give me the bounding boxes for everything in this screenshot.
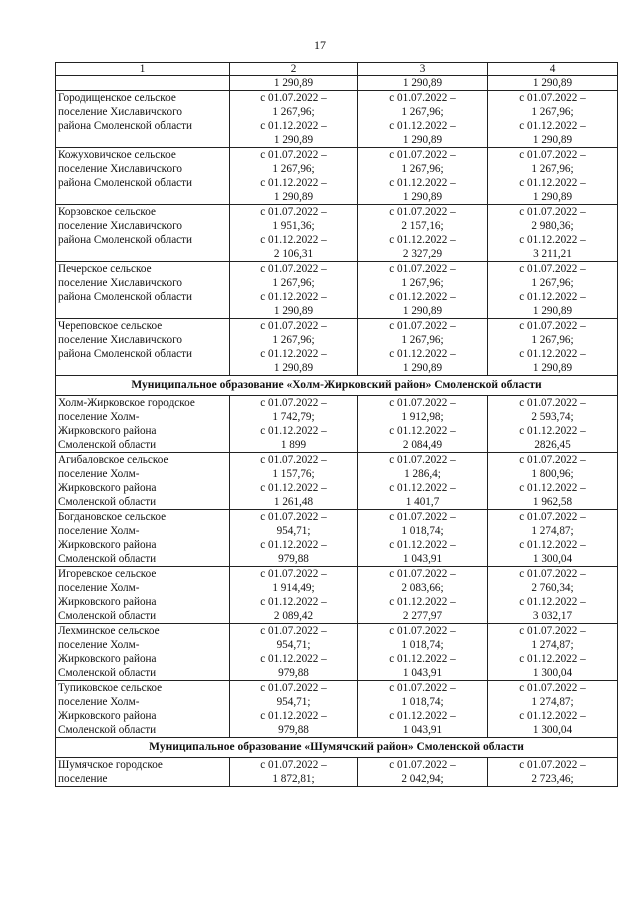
tariff-line: с 01.12.2022 – [519,120,586,132]
table-row [56,396,618,453]
settlement-name-cell [56,205,230,262]
tariff-line: 1 914,49; [272,582,315,594]
tariff-line: 1 267,96; [272,334,315,346]
settlement-name-line: поселение [58,773,108,785]
settlement-name-cell [56,396,230,453]
tariff-line: с 01.07.2022 – [260,759,327,771]
tariff-cell-3 [358,510,488,567]
settlement-name-line: района Смоленской области [58,291,193,303]
section-header-row [56,738,618,758]
settlement-name-cell [56,681,230,738]
settlement-name-line: Жирковского района [58,425,157,437]
table-row [56,624,618,681]
tariff-line: 1 043,91 [402,667,443,679]
tariff-line: 1 043,91 [402,724,443,736]
settlement-name-line: района Смоленской области [58,120,193,132]
table-row [56,758,618,787]
tariff-line: с 01.07.2022 – [389,320,456,332]
settlement-name-line: Богдановское сельское [58,511,167,523]
column-number-row [56,63,618,76]
tariff-line: с 01.12.2022 – [519,234,586,246]
settlement-name-line: Холм-Жирковское городское [58,397,195,409]
tariff-line: 954,71; [276,525,311,537]
tariff-line: 1 290,89 [402,362,443,374]
table-row [56,91,618,148]
tariff-line: с 01.07.2022 – [260,682,327,694]
tariff-line: 1 267,96; [401,277,444,289]
tariff-line: 954,71; [276,696,311,708]
section-title: Муниципальное образование «Шумячский район» Смоленской области [56,738,618,758]
tariff-line: 2 084,49 [402,439,443,451]
tariff-cell-3 [358,624,488,681]
tariff-line: с 01.07.2022 – [260,625,327,637]
column-header-1: 1 [56,63,230,76]
tariff-line: 2 106,31 [273,248,314,260]
tariff-line: с 01.07.2022 – [260,568,327,580]
tariff-line: 1 018,74; [401,525,444,537]
settlement-name-line: Смоленской области [58,439,157,451]
section-title: Муниципальное образование «Холм-Жирковский район» Смоленской области [56,376,618,396]
carry-over-name [56,76,230,91]
tariff-line: 2826,45 [534,439,571,451]
carry-over-value-3: 1 290,89 [358,76,488,91]
tariff-line: с 01.12.2022 – [389,710,456,722]
tariff-line: 954,71; [276,639,311,651]
tariff-cell-2 [230,262,358,319]
settlement-name-line: Тупиковское сельское [58,682,163,694]
settlement-name-cell [56,453,230,510]
table-row [56,205,618,262]
tariff-line: с 01.12.2022 – [389,482,456,494]
tariff-line: с 01.07.2022 – [389,92,456,104]
tariff-cell-3 [358,319,488,376]
tariff-line: 1 290,89 [402,305,443,317]
tariff-line: 1 267,96; [401,334,444,346]
settlement-name-line: Жирковского района [58,482,157,494]
tariff-line: 1 286,4; [404,468,441,480]
tariff-line: 1 290,89 [532,305,573,317]
settlement-name-line: Жирковского района [58,539,157,551]
settlement-name-line: района Смоленской области [58,348,193,360]
tariff-cell-4 [488,758,618,787]
table-row [56,453,618,510]
settlement-name-line: Смоленской области [58,667,157,679]
tariff-cell-2 [230,148,358,205]
settlement-name-line: поселение Хиславичского [58,277,183,289]
tariff-line: с 01.07.2022 – [519,149,586,161]
tariff-line: с 01.12.2022 – [389,291,456,303]
tariff-line: 1 274,87; [531,525,574,537]
tariff-cell-2 [230,319,358,376]
tariff-cell-2 [230,681,358,738]
tariff-line: с 01.07.2022 – [389,682,456,694]
tariff-line: 1 899 [280,439,307,451]
tariff-line: 979,88 [278,724,309,736]
tariff-line: 1 290,89 [402,134,443,146]
settlement-name-line: поселение Хиславичского [58,106,183,118]
tariff-line: 979,88 [278,553,309,565]
tariff-cell-2 [230,624,358,681]
tariff-cell-4 [488,453,618,510]
settlement-name-line: поселение Хиславичского [58,163,183,175]
tariff-line: 1 267,96; [531,334,574,346]
tariff-line: с 01.12.2022 – [389,425,456,437]
tariff-line: с 01.07.2022 – [389,454,456,466]
tariff-line: 2 980,36; [531,220,574,232]
tariff-line: 1 951,36; [272,220,315,232]
tariff-line: 1 267,96; [401,163,444,175]
tariff-line: 2 042,94; [401,773,444,785]
settlement-name-line: Жирковского района [58,596,157,608]
tariff-line: с 01.07.2022 – [519,625,586,637]
tariff-cell-3 [358,205,488,262]
tariff-line: с 01.07.2022 – [519,320,586,332]
settlement-name-line: Агибаловское сельское [58,454,169,466]
tariff-line: с 01.07.2022 – [260,454,327,466]
tariff-line: с 01.07.2022 – [519,759,586,771]
tariff-line: с 01.12.2022 – [519,482,586,494]
settlement-name-line: Корзовское сельское [58,206,156,218]
tariff-cell-2 [230,205,358,262]
column-header-3: 3 [358,63,488,76]
tariff-line: с 01.07.2022 – [389,397,456,409]
tariff-line: 1 267,96; [272,163,315,175]
tariff-line: с 01.07.2022 – [260,92,327,104]
tariff-cell-3 [358,262,488,319]
tariff-cell-4 [488,262,618,319]
tariff-cell-4 [488,396,618,453]
table-row [56,567,618,624]
tariff-line: с 01.07.2022 – [519,92,586,104]
settlement-name-line: поселение Холм- [58,639,140,651]
settlement-name-line: Смоленской области [58,610,157,622]
tariff-line: 1 300,04 [532,553,573,565]
tariff-line: 1 267,96; [531,106,574,118]
tariff-cell-4 [488,319,618,376]
settlement-name-line: поселение Холм- [58,696,140,708]
settlement-name-cell [56,91,230,148]
table-row [56,681,618,738]
settlement-name-line: поселение Хиславичского [58,334,183,346]
carry-over-row [56,76,618,91]
tariff-line: 1 261,48 [273,496,314,508]
section-header-row [56,376,618,396]
tariff-line: с 01.07.2022 – [519,263,586,275]
settlement-name-line: Лехминское сельское [58,625,160,637]
carry-over-value-4: 1 290,89 [488,76,618,91]
settlement-name-line: района Смоленской области [58,234,193,246]
tariff-cell-3 [358,758,488,787]
settlement-name-cell [56,510,230,567]
tariff-line: 1 290,89 [273,134,314,146]
tariff-line: 1 267,96; [272,106,315,118]
tariff-line: с 01.07.2022 – [260,263,327,275]
tariff-line: с 01.12.2022 – [519,291,586,303]
tariff-line: с 01.07.2022 – [260,511,327,523]
tariff-line: с 01.07.2022 – [389,263,456,275]
tariff-cell-4 [488,91,618,148]
tariff-line: с 01.12.2022 – [260,653,327,665]
tariff-line: 1 962,58 [532,496,573,508]
tariff-cell-3 [358,681,488,738]
tariff-cell-4 [488,624,618,681]
settlement-name-cell [56,262,230,319]
settlement-name-line: Смоленской области [58,496,157,508]
tariff-cell-4 [488,148,618,205]
tariff-line: с 01.12.2022 – [260,177,327,189]
table-body [56,63,618,787]
settlement-name-line: Кожуховичское сельское [58,149,176,161]
tariff-line: 3 032,17 [532,610,573,622]
tariff-line: 1 290,89 [532,191,573,203]
tariff-line: 1 401,7 [405,496,440,508]
tariff-line: 1 274,87; [531,696,574,708]
settlement-name-cell [56,319,230,376]
tariff-line: с 01.07.2022 – [389,149,456,161]
tariff-line: 1 290,89 [532,134,573,146]
settlement-name-line: Смоленской области [58,724,157,736]
tariff-line: 3 211,21 [533,248,572,260]
tariff-line: 1 018,74; [401,639,444,651]
tariff-cell-2 [230,396,358,453]
tariff-line: 1 912,98; [401,411,444,423]
settlement-name-cell [56,148,230,205]
tariff-line: с 01.07.2022 – [260,149,327,161]
tariff-cell-2 [230,758,358,787]
tariff-line: 1 742,79; [272,411,315,423]
column-header-4: 4 [488,63,618,76]
tariff-line: с 01.12.2022 – [389,234,456,246]
page-number: 17 [314,38,326,52]
tariff-line: 979,88 [278,667,309,679]
tariff-line: с 01.07.2022 – [389,511,456,523]
settlement-name-line: поселение Холм- [58,582,140,594]
tariff-line: с 01.12.2022 – [389,120,456,132]
tariff-line: с 01.12.2022 – [260,348,327,360]
carry-over-value-2: 1 290,89 [230,76,358,91]
tariff-line: 1 267,96; [272,277,315,289]
column-header-2: 2 [230,63,358,76]
tariff-line: 1 300,04 [532,724,573,736]
tariff-line: 2 593,74; [531,411,574,423]
tariff-line: с 01.12.2022 – [519,710,586,722]
tariff-line: с 01.12.2022 – [389,177,456,189]
tariff-line: с 01.07.2022 – [519,397,586,409]
settlement-name-line: Смоленской области [58,553,157,565]
tariff-cell-2 [230,567,358,624]
tariff-line: 2 277,97 [402,610,443,622]
tariff-line: 1 290,89 [273,305,314,317]
settlement-name-line: поселение Холм- [58,525,140,537]
tariff-line: с 01.07.2022 – [519,568,586,580]
table-row [56,510,618,567]
tariff-line: 1 872,81; [272,773,315,785]
table-row [56,319,618,376]
tariff-line: 2 157,16; [401,220,444,232]
tariff-line: 1 300,04 [532,667,573,679]
tariff-line: 1 157,76; [272,468,315,480]
tariff-line: с 01.12.2022 – [519,425,586,437]
tariff-cell-3 [358,396,488,453]
tariff-cell-2 [230,510,358,567]
tariff-line: 1 274,87; [531,639,574,651]
settlement-name-line: поселение Холм- [58,468,140,480]
tariff-line: с 01.12.2022 – [519,539,586,551]
settlement-name-line: поселение Хиславичского [58,220,183,232]
tariff-line: с 01.07.2022 – [519,682,586,694]
settlement-name-line: Печерское сельское [58,263,152,275]
tariff-line: с 01.12.2022 – [260,596,327,608]
tariff-line: с 01.07.2022 – [389,625,456,637]
tariff-line: 2 723,46; [531,773,574,785]
tariff-line: 1 043,91 [402,553,443,565]
tariff-line: 2 089,42 [273,610,314,622]
tariff-cell-4 [488,681,618,738]
tariff-line: 1 290,89 [532,362,573,374]
tariff-line: 1 290,89 [273,362,314,374]
settlement-name-cell [56,624,230,681]
tariff-line: 1 290,89 [402,191,443,203]
tariff-line: с 01.12.2022 – [519,177,586,189]
tariff-line: с 01.07.2022 – [519,511,586,523]
tariff-line: 2 327,29 [402,248,443,260]
tariff-line: 1 267,96; [531,163,574,175]
tariff-line: с 01.12.2022 – [519,653,586,665]
tariff-line: с 01.07.2022 – [260,397,327,409]
settlement-name-line: Игоревское сельское [58,568,157,580]
tariff-cell-2 [230,91,358,148]
tariff-cell-4 [488,510,618,567]
settlement-name-cell [56,758,230,787]
tariff-line: с 01.07.2022 – [389,568,456,580]
tariff-line: с 01.12.2022 – [389,653,456,665]
tariff-line: 2 760,34; [531,582,574,594]
tariff-cell-3 [358,91,488,148]
tariff-line: с 01.12.2022 – [260,291,327,303]
tariff-line: с 01.12.2022 – [389,596,456,608]
tariff-line: с 01.12.2022 – [260,539,327,551]
settlement-name-cell [56,567,230,624]
settlement-name-line: района Смоленской области [58,177,193,189]
tariff-cell-3 [358,148,488,205]
settlement-name-line: поселение Холм- [58,411,140,423]
tariff-cell-3 [358,453,488,510]
tariff-cell-2 [230,453,358,510]
tariff-line: 1 290,89 [273,191,314,203]
tariff-line: с 01.12.2022 – [260,120,327,132]
tariff-cell-3 [358,567,488,624]
tariff-line: с 01.07.2022 – [260,320,327,332]
tariff-cell-4 [488,567,618,624]
table-row [56,148,618,205]
settlement-name-line: Шумячское городское [58,759,163,771]
tariff-line: с 01.12.2022 – [519,348,586,360]
tariff-line: с 01.12.2022 – [260,482,327,494]
tariff-line: с 01.07.2022 – [260,206,327,218]
tariff-line: с 01.12.2022 – [519,596,586,608]
tariff-line: 2 083,66; [401,582,444,594]
tariff-line: с 01.12.2022 – [260,710,327,722]
tariff-cell-4 [488,205,618,262]
tariff-line: с 01.12.2022 – [389,348,456,360]
settlement-name-line: Жирковского района [58,710,157,722]
table-row [56,262,618,319]
settlement-name-line: Городищенское сельское [58,92,176,104]
tariff-table [55,62,618,787]
tariff-line: 1 018,74; [401,696,444,708]
tariff-line: с 01.07.2022 – [519,206,586,218]
tariff-line: с 01.12.2022 – [260,234,327,246]
tariff-line: 1 267,96; [531,277,574,289]
tariff-line: с 01.07.2022 – [389,206,456,218]
tariff-line: с 01.12.2022 – [260,425,327,437]
settlement-name-line: Череповское сельское [58,320,163,332]
tariff-line: с 01.07.2022 – [519,454,586,466]
tariff-line: 1 800,96; [531,468,574,480]
tariff-line: 1 267,96; [401,106,444,118]
tariff-line: с 01.12.2022 – [389,539,456,551]
tariff-line: с 01.07.2022 – [389,759,456,771]
settlement-name-line: Жирковского района [58,653,157,665]
